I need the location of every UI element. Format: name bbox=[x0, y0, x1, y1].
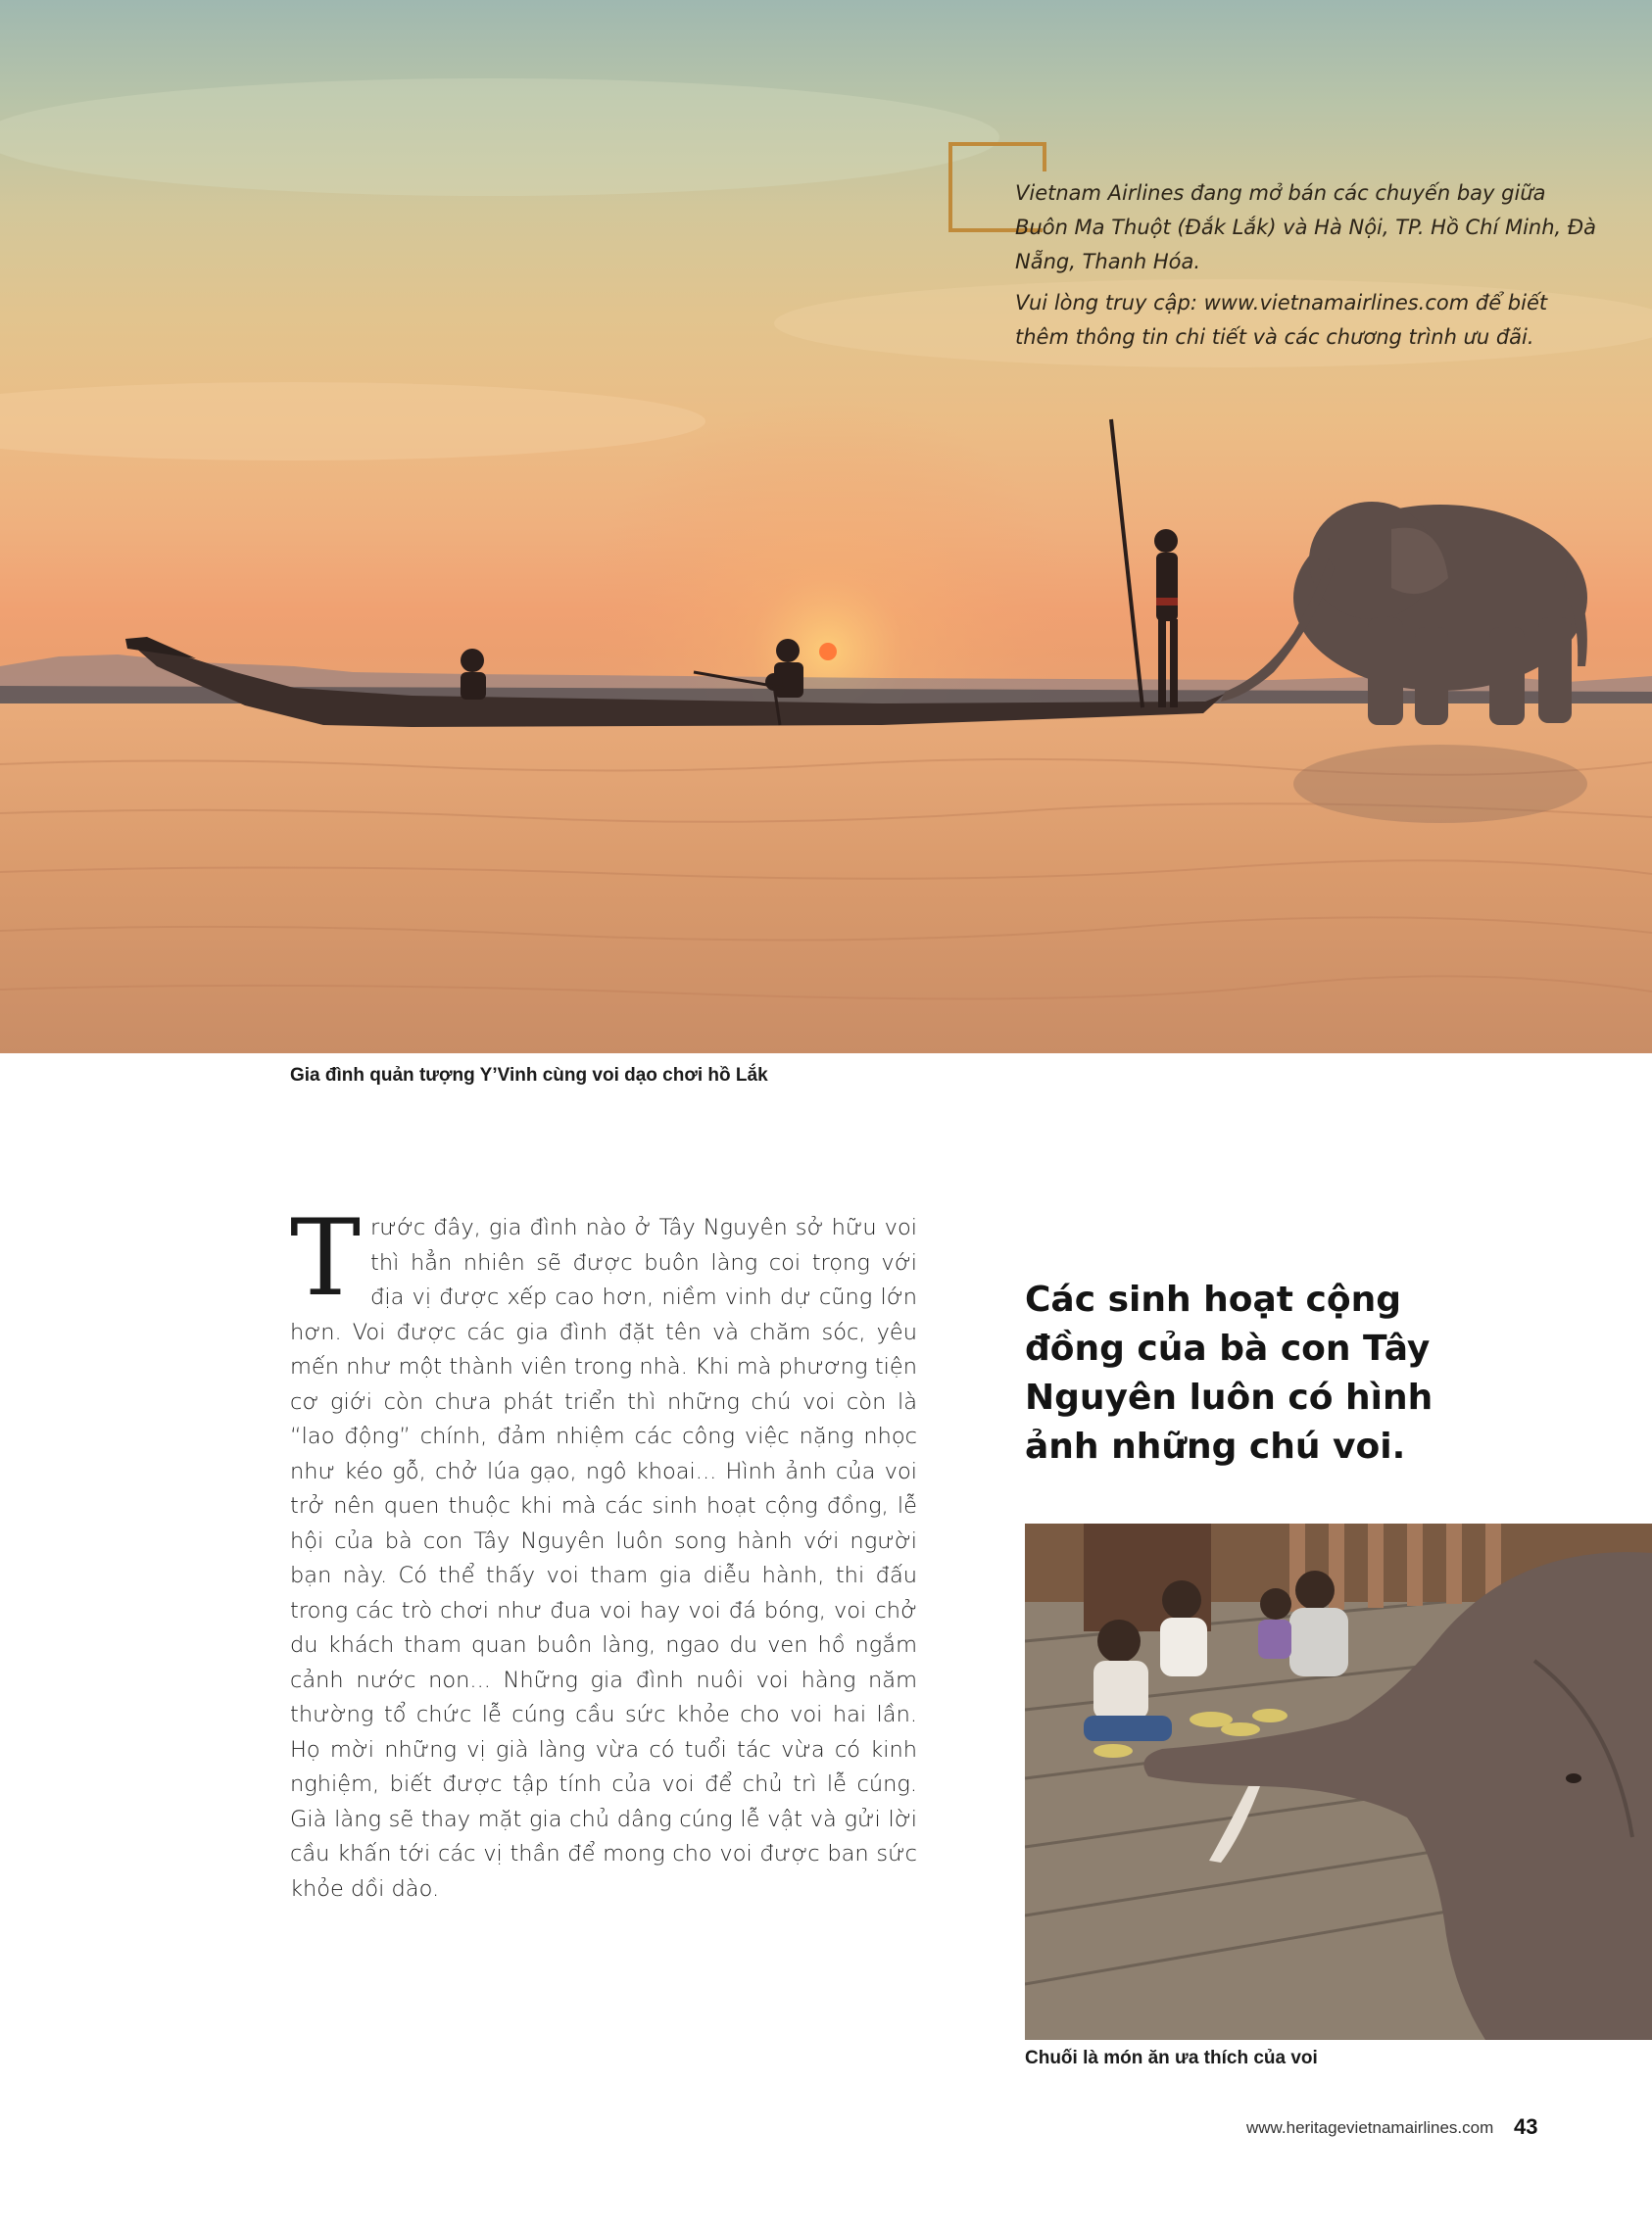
hero-caption: Gia đình quản tượng Y’Vinh cùng voi dạo chơi hồ Lắk bbox=[290, 1065, 768, 1086]
flight-info bbox=[1015, 176, 1603, 362]
page-number: 43 bbox=[1514, 2114, 1538, 2139]
footer-url[interactable]: www.heritagevietnamairlines.com bbox=[1246, 2118, 1494, 2137]
pull-quote: Các sinh hoạt cộng đồng của bà con Tây Nguyên luôn có hình ảnh những chú voi. bbox=[1025, 1280, 1433, 1467]
hero-photo bbox=[0, 0, 1652, 1053]
flight-info-line: Vietnam Airlines đang mở bán các chuyến bay giữa Buôn Ma Thuột (Đắk Lắk) và Hà Nội, TP. Hồ Chí Minh, Đà Nẵng, Thanh Hóa. bbox=[1015, 181, 1597, 273]
sun-icon bbox=[819, 643, 837, 660]
website-info-line: Vui lòng truy cập: www.vietnamairlines.com để biết thêm thông tin chi tiết và các chương trình ưu đãi. bbox=[1015, 291, 1548, 349]
drop-cap: T bbox=[290, 1197, 362, 1320]
hero-illustration bbox=[0, 0, 1652, 1053]
article-body bbox=[290, 1197, 917, 1907]
photo2-illustration bbox=[1025, 1524, 1652, 2040]
elephant-children-photo bbox=[1025, 1524, 1652, 2040]
article-paragraph: rước đây, gia đình nào ở Tây Nguyên sở hữu voi thì hẳn nhiên sẽ được buôn làng coi trọng với địa vị được xếp cao hơn, niềm vinh dự cũng lớn hơn. Voi được các gia đình đặt tên và chăm sóc, yêu mến như một thành viên trong nhà. Khi mà phương tiện cơ giới còn chưa phát triển thì những chú voi còn là “lao động” chính, đảm nhiệm các công việc nặng nhọc như kéo gỗ, chở lúa gạo, ngô khoai... Hình ảnh của voi trở nên quen thuộc khi mà các sinh hoạt cộng đồng, lễ hội của bà con Tây Nguyên luôn song hành với người bạn này. Có thể thấy voi tham gia diễu hành, thi đấu trong các trò chơi như đua voi hay voi đá bóng, voi chở du khách tham quan buôn làng, ngao du ven hồ ngắm cảnh nước non... Những gia đình nuôi voi hàng năm thường tổ chức lễ cúng cầu sức khỏe cho voi hai lần. Họ mời những vị già làng vừa có tuổi tác vừa có kinh nghiệm, biết được tập tính của voi để chủ trì lễ cúng. Già làng sẽ thay mặt gia chủ dâng cúng lễ vật và gửi lời cầu khấn tới các vị thần để mong cho voi được ban sức khỏe dồi dào. bbox=[290, 1215, 917, 1902]
photo2-caption: Chuối là món ăn ưa thích của voi bbox=[1025, 2048, 1318, 2068]
